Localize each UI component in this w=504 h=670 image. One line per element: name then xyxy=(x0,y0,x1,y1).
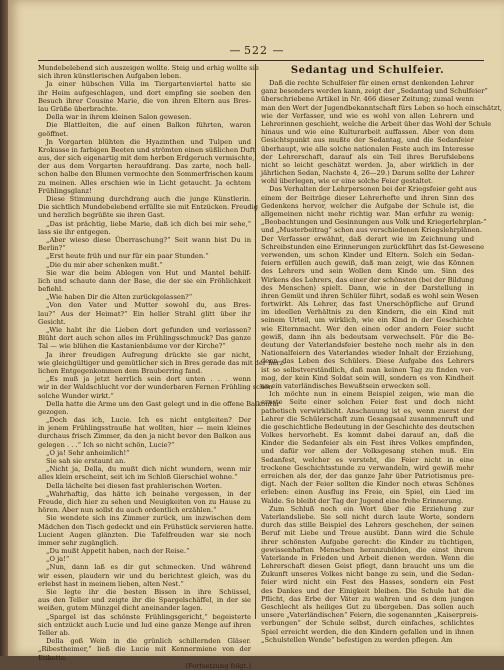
right-column xyxy=(261,64,503,644)
text-line: pathetisch verwirklicht. Anschauung ist es, wenn zuerst der xyxy=(261,406,474,415)
text-line: hinaus und wie eine Kulturarbeit auffassen. Aber von dem xyxy=(261,128,474,137)
text-line: solche Wunder wirkt.“ xyxy=(38,391,114,400)
text-line: feiern erfüllen auch gewiß, daß man zeigt, wie das Können xyxy=(261,259,474,268)
text-line: Ja ihrer freudigen Aufregung drückte sie gar nicht, xyxy=(46,350,251,359)
text-line: aus, der sich eigenartig mit dem herben Erdgeruch vermischte, xyxy=(38,154,255,163)
text-line: „O ja!“ xyxy=(46,555,70,564)
text-line: Della war in ihrem kleinen Salon gewesen. xyxy=(46,113,192,122)
text-line: Der Verfasser erwähnt, daß derart wie im Zeichnung und xyxy=(261,234,474,243)
text-line: Volkes hervorhebt. Es kommt dabei darauf an, daß die xyxy=(261,431,474,440)
text-line: Geschlecht als heiliges Gut zu übergeben. Das sollen auch xyxy=(261,603,474,611)
text-line: aus den Teller und zeigte ihr die Spargelschäffel, in der sie xyxy=(38,596,251,605)
text-line: überhaupt, wie alle solche nationalen Feste auch im Interesse xyxy=(261,144,474,153)
text-line: Teller ab. xyxy=(38,628,70,637)
text-line: „Schulstellen Wende“ befestigen zu werden pflegen. Am xyxy=(261,635,453,644)
text-line: „Wie haben Dir die Alten zurückgelassen?“ xyxy=(46,293,193,302)
text-line: „Von den Vater und Mutter sowohl du, aus Bres- xyxy=(46,301,251,310)
text-line: Wirkens des Lehrers, das einer der schönsten (bei der Bildung xyxy=(261,275,474,284)
text-line: „Nun, dann laß es dir gut schmecken. Und während xyxy=(46,563,251,572)
text-line: ganz besonders werden kann, zeigt der „Sedantag und Schulfeier“ xyxy=(261,87,488,96)
text-line: Lehrerinnen geschieht, welche die Arbeit über das Wohl der Schule xyxy=(261,119,492,128)
text-line: denn das Leben des Schülers. Diese Aufgabe des Lehrers xyxy=(261,357,474,366)
text-line: ihren Gemüt und ihren Schüler führt, sodaß es wohl sein Wesen xyxy=(261,291,479,300)
text-line: Mädchen den Tisch gedeckt und ein Frühstück servieren hatte. xyxy=(38,522,254,531)
text-line: fortwirkt. Als Lehrer, das fast Unerschöpfliche auf Grund xyxy=(261,300,474,309)
text-line: zu meinen. Alles erschien wie in Licht getaucht. Ja echtem xyxy=(38,178,251,187)
page-number: — 522 — xyxy=(229,44,285,57)
text-line: Lucient Augen glänzten. Die Tafelfreuden war sie noch xyxy=(38,530,251,539)
text-line: gezogen. xyxy=(38,407,69,416)
text-line: wie Elternmacht. Wer den einen oder andern Feier sucht xyxy=(261,324,474,333)
column-divider xyxy=(255,64,256,619)
text-line: verbungen“ der Schule selbst, durch einfaches, schlichtes xyxy=(261,619,474,628)
text-line: und „Musterbeitrag“ schon aus verschiedenen Kriegslehrplänen. xyxy=(261,226,482,235)
text-line: Della goß Wein in die grünlich schillernden Gläser. xyxy=(46,637,251,646)
text-line: weißen, gutem Münzgel dicht aneinander lagen. xyxy=(38,604,203,613)
text-line: Gesicht. xyxy=(38,317,66,326)
text-line: hören. Aber nun sollst du auch ordentlich erzählen.“ xyxy=(38,506,217,515)
text-line: ernste Seite einer solchen Feier fest und doch nicht xyxy=(261,398,474,407)
text-line: Tal — wie blühen die Kastanienbäume vor der Kirche?“ xyxy=(38,342,226,351)
text-line: Etikette. xyxy=(38,653,68,662)
text-line: Lehrer die Schülerschaft zum Gesangsaal zusammenruft und xyxy=(261,414,474,423)
text-line: Sie wendete sich ins Zimmer zurück, um inzwischen dem xyxy=(46,514,251,523)
text-line: lichen Entgegenkommen dem Brauberring fand. xyxy=(38,366,203,375)
text-line: „Spargel ist das schönste Frühlingsgericht,“ begeisterte xyxy=(46,612,251,621)
text-line: „Erst heute früh und nur für ein paar Stunden.“ xyxy=(46,252,209,261)
text-line: Frühlingsglanz! xyxy=(38,186,92,195)
text-line: lau?“ Aus der Heimat?“ Ein heller Strahl glitt über ihr xyxy=(38,309,251,318)
header-rule xyxy=(38,60,484,61)
text-line: geöffnet. xyxy=(38,129,69,138)
text-line: überschriebene Artikel in Nr. 466 dieser Zeitung; zumal wenn xyxy=(261,95,474,104)
text-line: alles klein erscheint, seit ich im Schloß Gierschiel wohne.“ xyxy=(38,473,238,482)
text-line: durch das stille Beispiel des Lehrers geschehen, der seinen xyxy=(261,521,474,530)
text-line: „Nicht ja, Della, du mußt dich nicht wundern, wenn mir xyxy=(46,465,251,474)
text-line: Vaterlandsliebe. Sie soll nicht durch laute Worte, sondern xyxy=(261,512,474,521)
text-line: Kinder die Sedanfeier als ein Fest ihres Volkes empfinden, xyxy=(261,439,474,448)
text-line: unsere „Vaterländischen“ Feiern, die sogenannten „Kaiserpreis- xyxy=(261,611,479,620)
text-line: Ich möchte nun in einem Beispiel zeigen, wie man die xyxy=(269,390,474,399)
text-line: Nationalfeiern des Vaterlandes wieder Inhalt der Erziehung, xyxy=(261,349,474,358)
text-line: lau Grüße überbrachte. xyxy=(38,104,118,113)
text-line: „Es muß ja jetzt herrlich sein dort unten . . . wenn xyxy=(46,375,251,384)
text-line: Diese Stimmung durchdrang auch die junge Künstlerin. xyxy=(46,195,251,203)
text-line: „Doch das ich, Lucie. Ich es nicht entgleiten? Der xyxy=(46,416,251,425)
text-line: und dafür vor allem der Volksgesang stehen muß. Ein xyxy=(261,447,474,456)
text-line: Sie sah sie erstaunt an. xyxy=(46,457,126,465)
text-line: durchaus frisch Zimmer, da den ja nicht bevor den Balkon aus xyxy=(38,432,251,441)
text-line: schon halbe den Blumen vermochte den Sommerfrischen kaum xyxy=(38,170,254,179)
text-line: Freude, dich hier zu sehen und Neuigkeiten von zu Hause zu xyxy=(38,497,251,506)
text-line: Ja einer hübschen Villa im Tiergartenviertel hatte sie xyxy=(46,80,251,89)
text-line: einem der Beiträge dieser Lehrerhefte und ihren Sinn des xyxy=(261,193,474,202)
text-line: jährlichen Sedan, Nachste 4, 26—29.) Darum sollte der Lehrer xyxy=(261,169,475,178)
text-line: Lehrerschaft diesen Geist pflegt, dann braucht uns um die xyxy=(261,562,474,571)
text-line: feier wird nicht ein Fest des Hasses, sondern ein Fest xyxy=(261,578,474,587)
text-line: des Menschen) spielt. Dann, wie in der Darstellung in xyxy=(261,283,474,292)
text-line: Gesichtspunkt aus mußte der Sedantag, und die Sedanfeier xyxy=(261,136,474,145)
left-column xyxy=(38,64,286,670)
text-line: die geschichtliche Bedeutung in der Geschichte des deutschen xyxy=(261,422,475,431)
text-line: ist so selbstverständlich, daß man keinen Tag zu finden ver- xyxy=(261,365,474,374)
text-line: Krokusse in farbigen Beeten und strömten einen süßlichen Duft xyxy=(38,145,256,154)
text-line: digt. Nach der Feier sollten die Kinder noch etwas Schönes xyxy=(261,480,474,489)
text-line: Beruf mit Liebe und Treue ausübt. Dann wird die Schule xyxy=(261,529,474,538)
text-line: Pflicht, das Erbe der Väter zu wahren und es dem jungen xyxy=(261,594,474,603)
article-title: Sedantag und Schulfeier. xyxy=(290,65,445,76)
text-line: in jenem Frühlingsstrauße hat wollten, hier — mein kleines xyxy=(38,424,251,433)
text-line: Walde. So bleibt der Tag der Jugend eine frohe Erinnerung. xyxy=(261,496,464,505)
text-line: im ideellen Verhältnis zu den Kindern, die ein Kind mit xyxy=(261,308,474,317)
text-line: erlebst hast in meinem lieben, alten Nest.“ xyxy=(38,579,184,588)
text-line: Spiel erreicht werden, die den Kindern gefallen und in ihnen xyxy=(261,627,474,636)
text-line: allgemeinen nicht mehr richtig war. Man erfuhr zu wenig: xyxy=(261,210,474,218)
text-line: Vaterlande in Frieden und Arbeit dienen werden. Wenn die xyxy=(261,553,474,562)
text-line: deutung der Vaterlandsfeier bestehe noch mehr als in den xyxy=(261,341,474,349)
text-line: lass sie ihr entgegen. xyxy=(38,227,111,236)
text-line: Besuch ihrer Cousine Marie, die von ihren Eltern aus Bres- xyxy=(38,96,251,105)
text-line: Sie war die beim Ablegen von Hut und Mantel behilf- xyxy=(46,268,251,277)
text-line: Della lächelte bei diesen fast prahlerischen Worten. xyxy=(46,481,222,490)
text-line: wie gleichgültiger und gemütlicher sich in Bres gerade das mit der herz- xyxy=(38,358,286,367)
text-line: man den Wert der Jugendbekanntschaft fürs Leben so hoch einschätzt, xyxy=(261,103,503,112)
text-line: Mundebelebend sich auszeigen wollte. Steig und erhig wollte sie xyxy=(38,64,259,72)
text-line: wohl überlegen, wie er eine solche Feier gestaltet. xyxy=(261,177,433,186)
article-body xyxy=(261,79,503,644)
text-line: gewiß, dann ihn als bedeutsam verwechselt. Für die Be- xyxy=(261,332,474,341)
text-line: „Wie habt ihr die Lieben dort gefunden und verlassen? xyxy=(46,326,251,334)
book-spine xyxy=(0,0,8,656)
text-line: der aus dem Vorgarten heraufdrang. Das zarte, noch hell- xyxy=(38,162,251,171)
text-line: Das Verhalten der Lehrpersonen bei der Kriegsfeier geht aus xyxy=(269,185,477,194)
text-line: Die sichtlich Mundebelebend erfüllte sie mit Entzücken. Freudig xyxy=(38,203,259,212)
text-line: „Beobachtungen und Gesinnungen aus Volk und Kriegerlehrplan-“ xyxy=(261,218,487,227)
text-line: gelegen . . .“ Ich so nicht schön, Lucie?“ xyxy=(38,440,175,449)
text-line: und herzlich begrüßte sie ihren Gast. xyxy=(38,211,165,220)
text-line: Die Blattleiten, die auf einen Balkon führten, waren xyxy=(46,121,251,130)
text-line: erreichen als der, der das ganze Jahr über Patriotismus pre- xyxy=(261,472,474,480)
text-line: „O ja! Sehr anheimlich!“ xyxy=(46,448,130,457)
text-line: Sie legte ihr die besten Bissen in ihre Schüssel, xyxy=(46,588,251,596)
text-line: Berlin?“ xyxy=(38,244,66,253)
text-line: immer sehr zugänglich. xyxy=(38,538,119,547)
text-line: des Lehrers und sein Wollen dem Kinde um. Sinn des xyxy=(261,267,474,276)
text-line: wir in der Waldschlucht vor der wunderbaren Fernen Frühling schon xyxy=(38,383,273,392)
text-line: verwenden, um schon Kinder und Eltern. Solch ein Sedan- xyxy=(261,250,474,259)
book-page xyxy=(8,0,504,670)
text-line: sich ihren künstlerischen Aufgaben leben. xyxy=(38,72,182,81)
text-line: ihrer schönsten Aufgabe gerecht: die Kinder zu tüchtigen, xyxy=(261,537,474,546)
text-line: Zum Schluß noch ein Wort über die Erziehung zur xyxy=(269,504,474,513)
text-line: gewissenhaften Menschen heranzubilden, die einst ihrem xyxy=(261,545,474,554)
text-line: der Lehrerschaft, darauf als ein Teil ihres Berufslebens xyxy=(261,152,474,161)
text-line: „Wahrhaftig, das hätte ich beinahe vergessen, in der xyxy=(46,489,251,498)
text-line: trockene Geschichtsstunde zu verwandeln, wird gewiß mehr xyxy=(261,463,474,472)
text-line: „Das ist prächtig, liebe Marie, daß ich dich bei mir sehe,“ xyxy=(46,219,251,228)
text-line: Zukunft unseres Volkes nicht bange zu sein, und die Sedan- xyxy=(261,570,474,579)
text-line: Jn Vorgarten blühten die Hyazinthen und Tulpen und xyxy=(46,137,251,146)
text-line: „Du mußt Appetit haben, nach der Reise.“ xyxy=(46,547,190,556)
text-line: nicht so leicht geschätzt werden. Ja, aber wirklich in der xyxy=(261,160,474,169)
text-line: Blüht dort auch schon alles im Frühlingsschmuck? Das ganze xyxy=(38,334,251,343)
text-line: erleben: einen Ausflug ins Freie, ein Spiel, ein Lied im xyxy=(261,488,474,497)
text-line: an ein vaterländisches Bewußtsein erwecken soll. xyxy=(261,381,431,390)
text-line: seinem Urteil, um wirklich, wie ein Kind in der Geschichte xyxy=(261,316,474,325)
text-line: lich und schaute dann der Base, die der sie ein Fröhlichkeit xyxy=(38,276,251,285)
text-line: sich entzückt auch Lucie und lud eine ganze Menge auf ihren xyxy=(38,620,251,629)
text-line: (Fortsetzung folgt.) xyxy=(185,661,251,670)
text-line: Della hatte die Arme um den Gast gelegt und in die offene Balkontür xyxy=(46,399,280,408)
page-number-text: 522 xyxy=(244,44,268,57)
text-line: Daß die rechte Schulfeier für einen ernst denkenden Lehrer xyxy=(269,79,474,87)
text-line: mag, der kein Kind Soldat sein will, sondern es von Kindheit xyxy=(261,373,474,382)
text-line: „Aber wieso diese Überraschung?“ Seit wann bist Du in xyxy=(46,235,251,244)
text-line: wir essen, plaudern wir und du berichtest gleich, was du xyxy=(38,571,251,580)
text-line: wie der Verfasser, und wie es wohl von allen Lehrern und xyxy=(261,111,474,120)
text-line: Schreibstunden eine Erinnerungen zurückführt das Ist-Gewesene xyxy=(261,242,485,251)
text-line: „Ribestheimer,“ ließ die Lucie mit Kennermiene von der xyxy=(38,645,251,654)
text-line: ihr Heim aufgeschlagen, und dort empfing sie soeben den xyxy=(38,88,251,97)
text-line: befiehl. xyxy=(38,285,64,294)
text-line: Gedenkens hervor, welcher die Aufgabe der Schule ist, die xyxy=(261,201,474,210)
text-line: „Die du mir aber schenken mußt.“ xyxy=(46,260,163,269)
text-line: des Dankes und der Einigkeit bleiben. Die Schule hat die xyxy=(261,586,474,595)
text-line: Sedanfest, welcher es versteht, die Feier nicht in eine xyxy=(261,455,474,464)
